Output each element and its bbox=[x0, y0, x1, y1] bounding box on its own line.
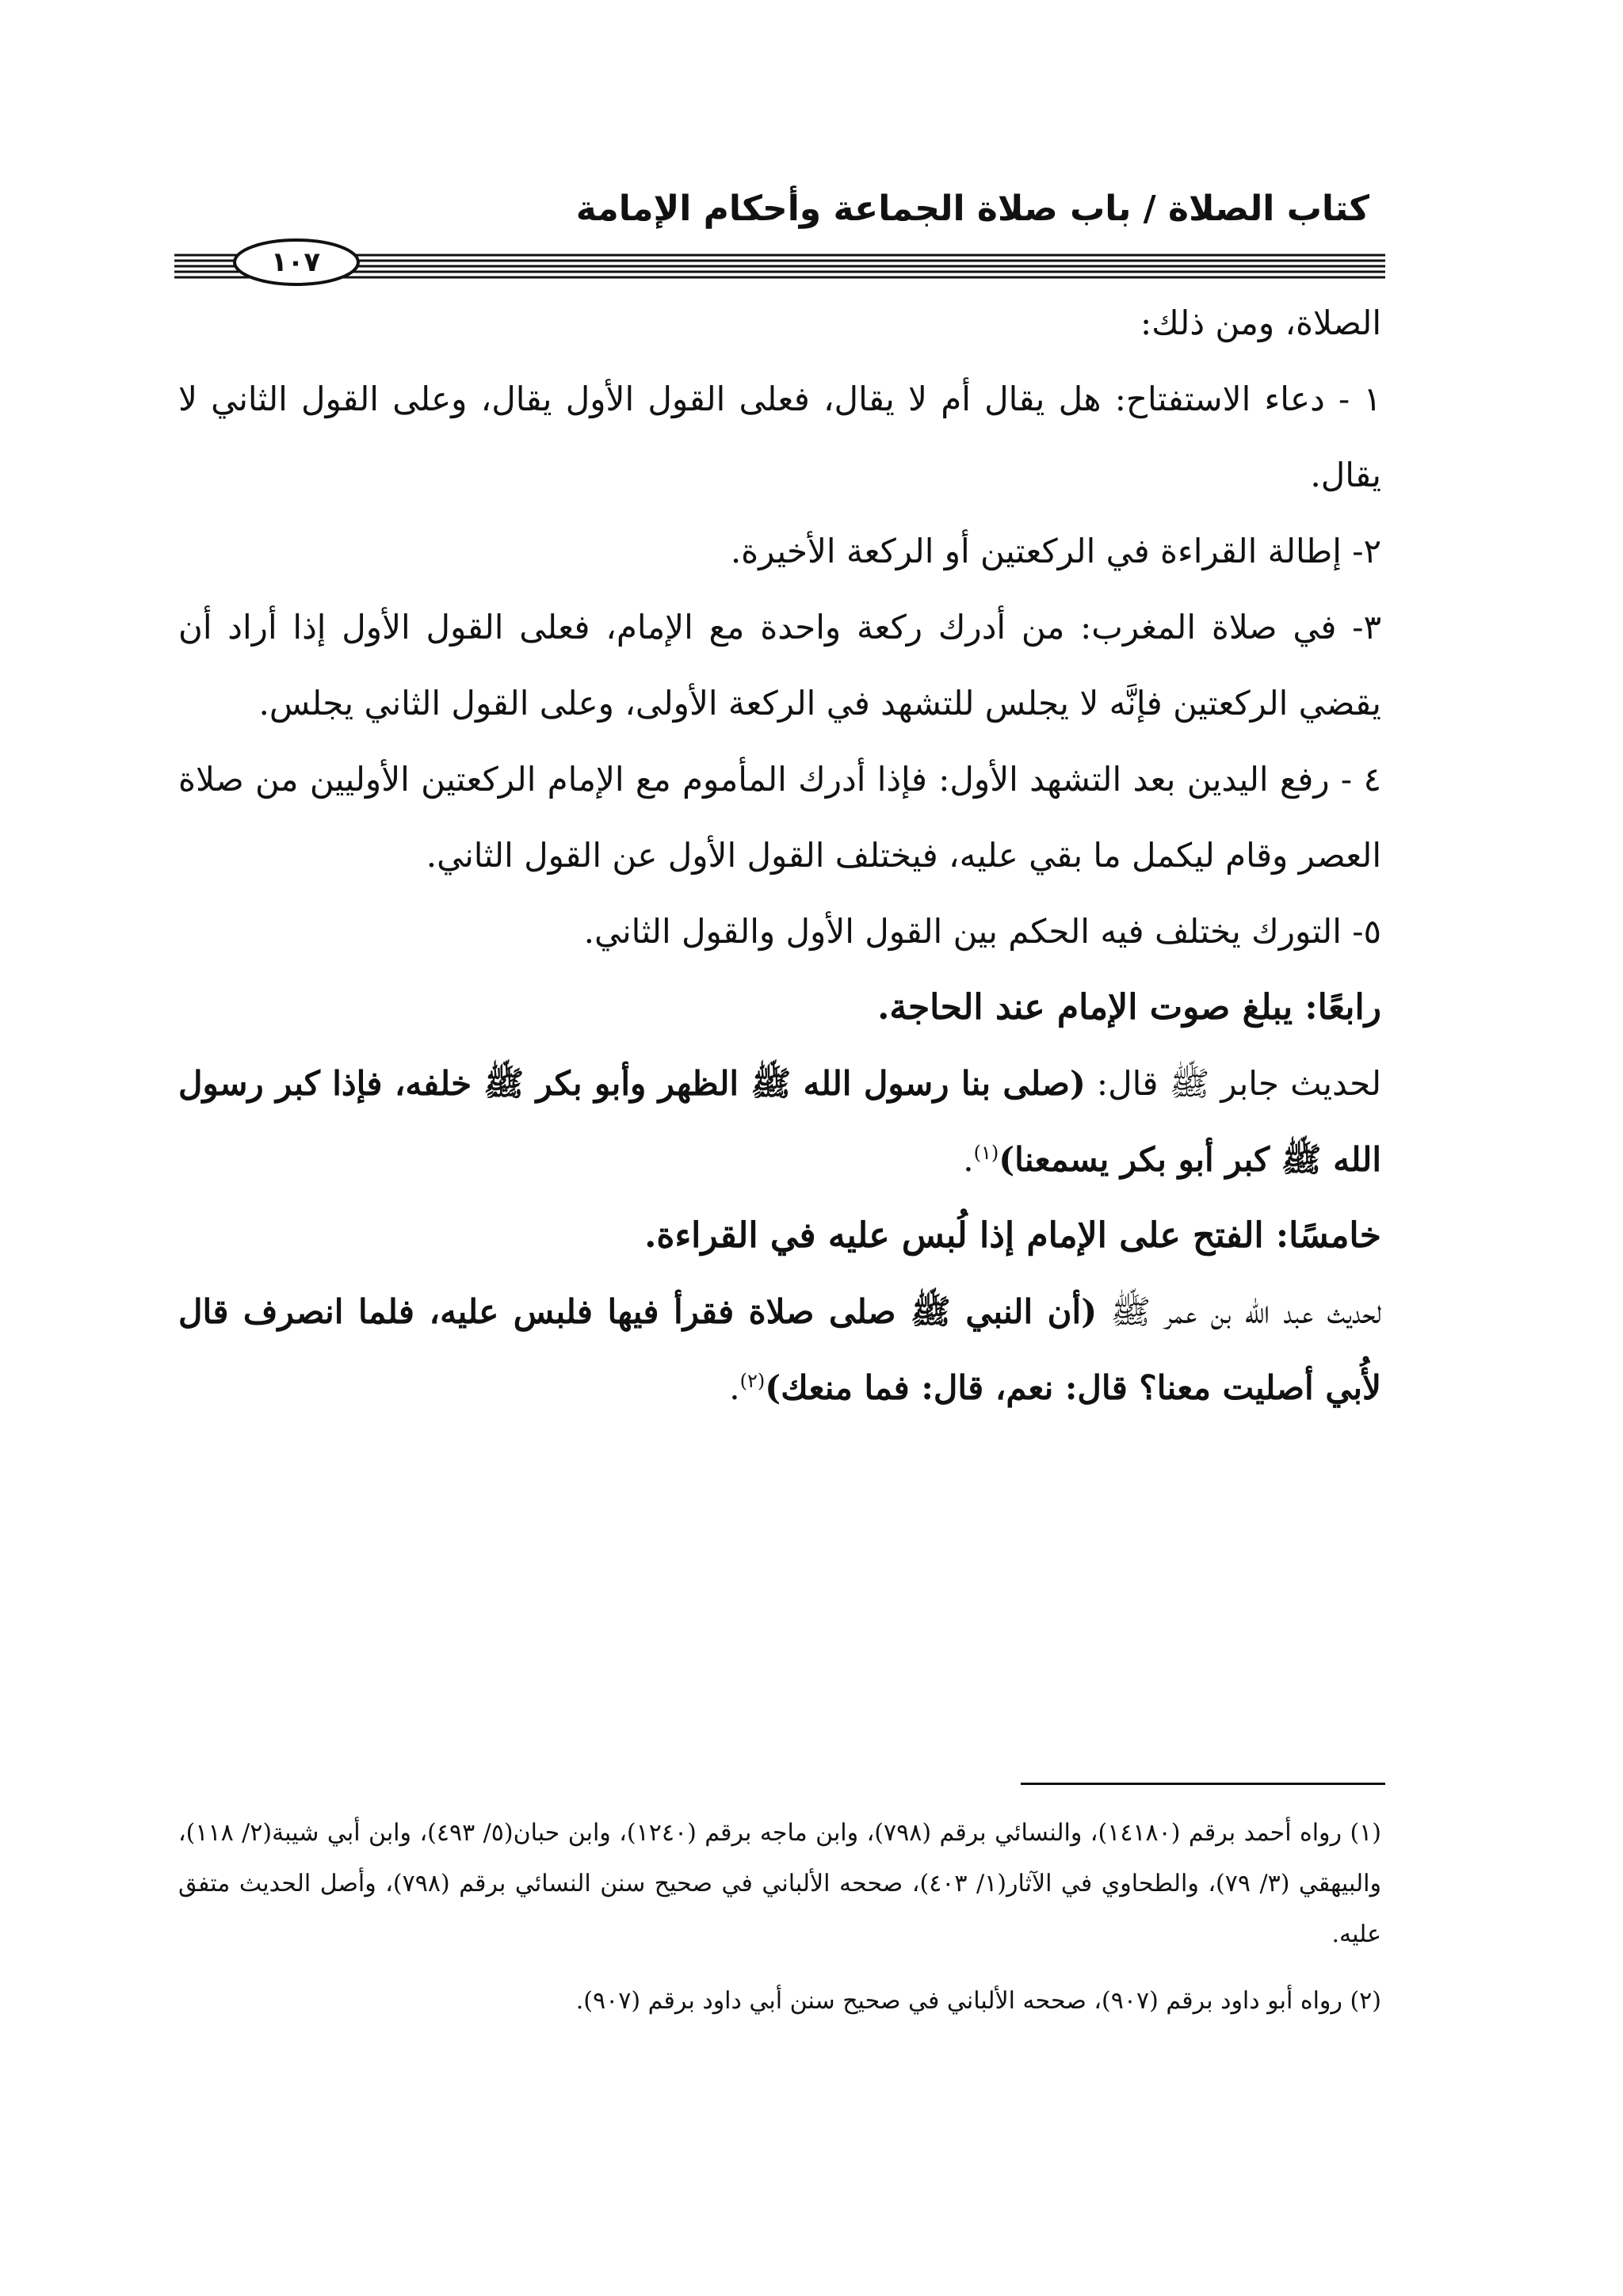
footnote-separator bbox=[1021, 1783, 1385, 1785]
footnote-1: (١) رواه أحمد برقم (١٤١٨٠)، والنسائي برقم (٧٩٨)، وابن ماجه برقم (١٢٤٠)، وابن حبان(٥/ ٤٩٣)، وابن أبي شيبة(٢/ ١١٨)، والبيهقي (٣/ ٧٩)، والطحاوي في الآثار(١/ ٤٠٣)، صححه الألباني في صحيح سنن النسائي برقم (٧٩٨)، وأصل الحديث متفق عليه. bbox=[178, 1819, 1381, 1948]
footnote-2: (٢) رواه أبو داود برقم (٩٠٧)، صححه الألباني في صحيح سنن أبي داود برقم (٩٠٧). bbox=[575, 1987, 1381, 2015]
list-item-5: ٥- التورك يختلف فيه الحكم بين القول الأول والقول الثاني. bbox=[583, 912, 1381, 951]
list-item-2: ٢- إطالة القراءة في الركعتين أو الركعة الأخيرة. bbox=[730, 532, 1381, 570]
list-item-3: ٣- في صلاة المغرب: من أدرك ركعة واحدة مع الإمام، فعلى القول الأول إذا أراد أن يقضي الركعتين فإنَّه لا يجلس للتشهد في الركعة الأولى، وعلى القول الثاني يجلس. bbox=[178, 608, 1381, 723]
footnote-ref-1: (١) bbox=[973, 1142, 999, 1164]
hadith-jabir-intro: لحديث جابر ﷺ قال: bbox=[1085, 1064, 1381, 1103]
footnote-ref-2: (٢) bbox=[739, 1370, 766, 1392]
hadith-ibn-umar-end: . bbox=[729, 1368, 740, 1407]
body-text bbox=[178, 285, 1381, 1426]
intro-line: الصلاة، ومن ذلك: bbox=[1140, 303, 1381, 342]
heading-fourth: رابعًا: يبلغ صوت الإمام عند الحاجة. bbox=[877, 987, 1381, 1028]
page-number: ١٠٧ bbox=[270, 246, 321, 278]
list-item-4: ٤ - رفع اليدين بعد التشهد الأول: فإذا أدرك المأموم مع الإمام الركعتين الأوليين من صلاة العصر وقام ليكمل ما بقي عليه، فيختلف القول الأول عن القول الثاني. bbox=[178, 760, 1381, 875]
running-title: كتاب الصلاة / باب صلاة الجماعة وأحكام الإمامة bbox=[575, 189, 1369, 229]
hadith-ibn-umar bbox=[178, 1274, 1381, 1426]
hadith-ibn-umar-intro: لحديث عبد الله بن عمر ﷺ bbox=[1097, 1292, 1382, 1331]
hadith-jabir-text: (صلى بنا رسول الله ﷺ الظهر وأبو بكر ﷺ خلفه، فإذا كبر رسول الله ﷺ كبر أبو بكر يسمعنا) bbox=[178, 1064, 1381, 1179]
hadith-jabir bbox=[178, 1046, 1381, 1198]
heading-fifth: خامسًا: الفتح على الإمام إذا لُبس عليه في القراءة. bbox=[644, 1215, 1381, 1256]
list-item-1: ١ - دعاء الاستفتاح: هل يقال أم لا يقال، فعلى القول الأول يقال، وعلى القول الثاني لا يقال. bbox=[178, 379, 1381, 494]
footnotes bbox=[178, 1808, 1381, 2027]
hadith-ibn-umar-text: (أن النبي ﷺ صلى صلاة فقرأ فيها فلبس عليه، فلما انصرف قال لأُبي أصليت معنا؟ قال: نعم، قال: فما منعك) bbox=[178, 1292, 1381, 1407]
hadith-jabir-end: . bbox=[963, 1140, 974, 1179]
